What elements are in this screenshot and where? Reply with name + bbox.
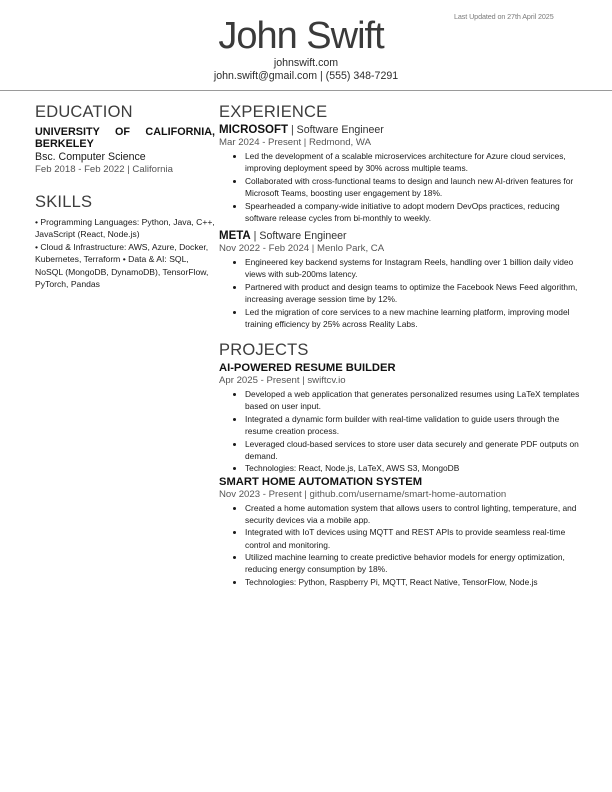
skills-heading: SKILLS: [35, 193, 93, 211]
page-title: John Swift: [218, 15, 384, 57]
job-bullets: [219, 150, 581, 224]
job-header: [219, 124, 581, 137]
list-item: • Developed a web application that generates personalized resumes using LaTeX templates based on user input.: [245, 388, 581, 412]
project-meta: Nov 2023 - Present | github.com/username/smart-home-automation: [219, 488, 507, 500]
job-role: | Software Engineer: [288, 124, 384, 136]
job-dates: Nov 2022 - Feb 2024 | Menlo Park, CA: [219, 243, 385, 254]
project-bullets: [219, 388, 581, 475]
right-column: [219, 103, 581, 589]
list-item: • Leveraged cloud-based services to store user data securely and generate PDF outputs on demand.: [245, 438, 581, 462]
project-title: SMART HOME AUTOMATION SYSTEM: [219, 475, 423, 488]
skill-item: • Programming Languages: Python, Java, C++, JavaScript (React, Node.js): [35, 217, 215, 240]
list-item: • Led the migration of core services to a new machine learning platform, improving model training efficiency by 25% across Reality Labs.: [245, 306, 581, 330]
project-meta: Apr 2025 - Present | swiftcv.io: [219, 375, 346, 386]
last-updated: Last Updated on 27th April 2025: [454, 12, 554, 21]
contact-info: john.swift@gmail.com | (555) 348-7291: [213, 70, 399, 82]
job-header: [219, 230, 581, 243]
degree: Bsc. Computer Science: [35, 151, 146, 163]
left-column: [35, 103, 215, 290]
list-item: • Led the development of a scalable microservices architecture for Azure cloud services, improving deployment speed by 30% across multiple teams.: [245, 150, 581, 174]
skill-item: • Cloud & Infrastructure: AWS, Azure, Docker, Kubernetes, Terraform • Data & AI: SQL, NoSQL (MongoDB, DynamoDB), TensorFlow, PyTorch, Pandas: [35, 241, 209, 290]
list-item: • Technologies: React, Node.js, LaTeX, AWS S3, MongoDB: [245, 462, 581, 474]
website-link[interactable]: johnswift.com: [273, 57, 339, 69]
list-item: • Integrated with IoT devices using MQTT and REST APIs to provide seamless real-time control and monitoring.: [245, 526, 581, 550]
project-title: AI-POWERED RESUME BUILDER: [219, 362, 396, 374]
header-divider: [0, 90, 612, 91]
company-name: META: [219, 230, 251, 242]
company-name: MICROSOFT: [219, 124, 288, 136]
job-dates: Mar 2024 - Present | Redmond, WA: [219, 137, 371, 148]
education-dates: Feb 2018 - Feb 2022 | California: [35, 164, 173, 175]
experience-heading: EXPERIENCE: [219, 103, 328, 121]
list-item: • Integrated a dynamic form builder with real-time validation to guide users through the resume creation process.: [245, 413, 581, 437]
list-item: • Partnered with product and design teams to optimize the Facebook News Feed algorithm, increasing average session time by 12%.: [245, 281, 581, 305]
school-name: UNIVERSITY OF CALIFORNIA, BERKELEY: [35, 126, 215, 150]
list-item: • Engineered key backend systems for Instagram Reels, handling over 1 billion daily video views with sub-200ms latency.: [245, 256, 581, 280]
project-bullets: [219, 502, 581, 589]
list-item: • Technologies: Python, Raspberry Pi, MQTT, React Native, TensorFlow, Node.js: [245, 576, 581, 588]
list-item: • Collaborated with cross-functional teams to design and launch new AI-driven features for Microsoft Teams, boosting user engagement by 18%.: [245, 175, 581, 199]
projects-heading: PROJECTS: [219, 341, 309, 359]
job-bullets: [219, 256, 581, 330]
skills-list: [35, 216, 215, 290]
list-item: • Spearheaded a company-wide initiative to adopt modern DevOps practices, reducing software release cycles from bi-monthly to weekly.: [245, 200, 581, 224]
job-role: | Software Engineer: [250, 230, 347, 242]
list-item: • Created a home automation system that allows users to control lighting, temperature, and security devices via a mobile app.: [245, 502, 581, 526]
list-item: • Utilized machine learning to create predictive behavior models for energy optimization, reducing energy consumption by 18%.: [245, 551, 581, 575]
education-heading: EDUCATION: [35, 103, 133, 121]
